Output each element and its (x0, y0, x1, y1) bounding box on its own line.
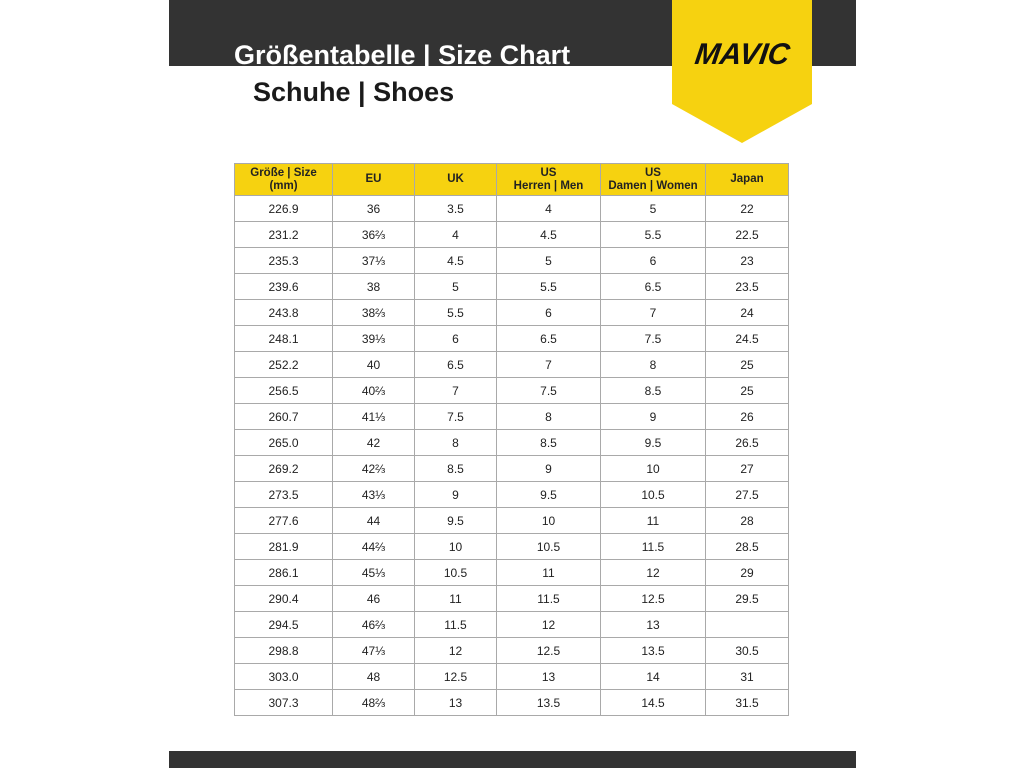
table-cell: 303.0 (235, 664, 333, 690)
table-cell: 48 (333, 664, 415, 690)
table-cell: 10.5 (601, 482, 706, 508)
table-cell: 45⅓ (333, 560, 415, 586)
column-header (497, 164, 601, 196)
table-cell: 13 (415, 690, 497, 716)
table-row (235, 586, 789, 612)
table-cell: 14 (601, 664, 706, 690)
size-table-body (235, 196, 789, 716)
table-cell: 5.5 (497, 274, 601, 300)
table-row (235, 248, 789, 274)
column-header (415, 164, 497, 196)
table-cell: 9 (497, 456, 601, 482)
table-cell: 260.7 (235, 404, 333, 430)
table-cell: 29 (706, 560, 789, 586)
table-cell: 235.3 (235, 248, 333, 274)
table-row (235, 196, 789, 222)
table-cell: 9.5 (601, 430, 706, 456)
column-header-label: US (645, 166, 661, 179)
table-cell: 9 (601, 404, 706, 430)
size-table (234, 163, 789, 716)
table-cell: 42⅔ (333, 456, 415, 482)
table-cell: 4 (415, 222, 497, 248)
table-cell: 13 (497, 664, 601, 690)
table-cell: 22 (706, 196, 789, 222)
table-cell (706, 612, 789, 638)
table-cell: 8 (415, 430, 497, 456)
table-cell: 46 (333, 586, 415, 612)
table-cell: 28.5 (706, 534, 789, 560)
table-cell: 47⅓ (333, 638, 415, 664)
table-cell: 11.5 (497, 586, 601, 612)
column-header-label: Damen | Women (608, 179, 698, 192)
column-header-label: Herren | Men (513, 179, 584, 192)
table-cell: 243.8 (235, 300, 333, 326)
column-header (601, 164, 706, 196)
table-cell: 6.5 (601, 274, 706, 300)
table-cell: 14.5 (601, 690, 706, 716)
table-cell: 25 (706, 378, 789, 404)
table-cell: 10 (415, 534, 497, 560)
table-row (235, 326, 789, 352)
table-cell: 12.5 (415, 664, 497, 690)
table-cell: 42 (333, 430, 415, 456)
table-cell: 27.5 (706, 482, 789, 508)
table-cell: 37⅓ (333, 248, 415, 274)
table-cell: 5 (497, 248, 601, 274)
table-cell: 248.1 (235, 326, 333, 352)
table-cell: 9.5 (415, 508, 497, 534)
table-row (235, 378, 789, 404)
table-cell: 8.5 (415, 456, 497, 482)
table-cell: 10 (497, 508, 601, 534)
column-header (235, 164, 333, 196)
table-cell: 6 (497, 300, 601, 326)
table-cell: 7 (415, 378, 497, 404)
table-cell: 5.5 (601, 222, 706, 248)
table-cell: 298.8 (235, 638, 333, 664)
table-cell: 12.5 (497, 638, 601, 664)
column-header-label: EU (365, 173, 382, 185)
table-cell: 24 (706, 300, 789, 326)
table-cell: 239.6 (235, 274, 333, 300)
table-cell: 11 (497, 560, 601, 586)
table-cell: 31.5 (706, 690, 789, 716)
table-cell: 10.5 (415, 560, 497, 586)
table-cell: 273.5 (235, 482, 333, 508)
table-cell: 28 (706, 508, 789, 534)
table-row (235, 482, 789, 508)
table-cell: 7.5 (415, 404, 497, 430)
table-cell: 290.4 (235, 586, 333, 612)
table-cell: 44 (333, 508, 415, 534)
size-chart-sheet (169, 0, 856, 768)
table-row (235, 690, 789, 716)
table-cell: 39⅓ (333, 326, 415, 352)
table-cell: 6.5 (497, 326, 601, 352)
table-cell: 6 (601, 248, 706, 274)
table-cell: 9 (415, 482, 497, 508)
table-row (235, 534, 789, 560)
table-row (235, 612, 789, 638)
size-table-head (235, 164, 789, 196)
column-header-label: Japan (730, 173, 764, 185)
table-cell: 5.5 (415, 300, 497, 326)
column-header-label: UK (447, 173, 464, 185)
column-header-label: (mm) (269, 179, 298, 192)
column-header-label: US (540, 166, 557, 179)
footer-band (169, 751, 856, 768)
table-cell: 4.5 (497, 222, 601, 248)
table-cell: 9.5 (497, 482, 601, 508)
table-row (235, 508, 789, 534)
table-cell: 281.9 (235, 534, 333, 560)
mavic-logo-badge (672, 0, 812, 143)
table-cell: 11 (415, 586, 497, 612)
table-cell: 231.2 (235, 222, 333, 248)
table-cell: 12 (415, 638, 497, 664)
table-cell: 256.5 (235, 378, 333, 404)
table-cell: 4.5 (415, 248, 497, 274)
table-cell: 48⅔ (333, 690, 415, 716)
table-cell: 12 (497, 612, 601, 638)
table-cell: 23 (706, 248, 789, 274)
column-header (706, 164, 789, 196)
table-cell: 8 (497, 404, 601, 430)
table-row (235, 638, 789, 664)
table-cell: 13.5 (601, 638, 706, 664)
table-cell: 10 (601, 456, 706, 482)
table-cell: 8.5 (497, 430, 601, 456)
header-row (235, 164, 789, 196)
table-cell: 23.5 (706, 274, 789, 300)
table-row (235, 430, 789, 456)
table-cell: 12.5 (601, 586, 706, 612)
table-cell: 11.5 (601, 534, 706, 560)
table-row (235, 300, 789, 326)
table-row (235, 274, 789, 300)
table-cell: 25 (706, 352, 789, 378)
page-title: Größentabelle | Size Chart (234, 40, 571, 70)
table-row (235, 222, 789, 248)
table-cell: 30.5 (706, 638, 789, 664)
table-cell: 11.5 (415, 612, 497, 638)
table-cell: 269.2 (235, 456, 333, 482)
mavic-logo (672, 0, 812, 143)
table-row (235, 352, 789, 378)
table-cell: 6 (415, 326, 497, 352)
table-cell: 38⅔ (333, 300, 415, 326)
table-cell: 5 (415, 274, 497, 300)
table-cell: 11 (601, 508, 706, 534)
table-cell: 10.5 (497, 534, 601, 560)
table-row (235, 404, 789, 430)
table-cell: 4 (497, 196, 601, 222)
table-cell: 265.0 (235, 430, 333, 456)
table-cell: 43⅓ (333, 482, 415, 508)
table-cell: 26.5 (706, 430, 789, 456)
table-cell: 8.5 (601, 378, 706, 404)
table-cell: 226.9 (235, 196, 333, 222)
table-cell: 12 (601, 560, 706, 586)
table-cell: 13 (601, 612, 706, 638)
table-cell: 40⅔ (333, 378, 415, 404)
table-cell: 26 (706, 404, 789, 430)
table-cell: 38 (333, 274, 415, 300)
table-row (235, 560, 789, 586)
table-cell: 36 (333, 196, 415, 222)
table-cell: 40 (333, 352, 415, 378)
table-cell: 13.5 (497, 690, 601, 716)
table-cell: 7 (601, 300, 706, 326)
table-cell: 5 (601, 196, 706, 222)
column-header-label: Größe | Size (250, 166, 317, 179)
table-row (235, 664, 789, 690)
table-row (235, 456, 789, 482)
table-cell: 7 (497, 352, 601, 378)
table-cell: 44⅔ (333, 534, 415, 560)
table-cell: 7.5 (497, 378, 601, 404)
table-cell: 6.5 (415, 352, 497, 378)
table-cell: 252.2 (235, 352, 333, 378)
table-cell: 27 (706, 456, 789, 482)
table-cell: 294.5 (235, 612, 333, 638)
table-cell: 24.5 (706, 326, 789, 352)
table-cell: 29.5 (706, 586, 789, 612)
table-cell: 3.5 (415, 196, 497, 222)
table-cell: 277.6 (235, 508, 333, 534)
table-cell: 36⅔ (333, 222, 415, 248)
table-cell: 7.5 (601, 326, 706, 352)
table-cell: 46⅔ (333, 612, 415, 638)
table-cell: 41⅓ (333, 404, 415, 430)
table-cell: 307.3 (235, 690, 333, 716)
table-cell: 286.1 (235, 560, 333, 586)
table-cell: 22.5 (706, 222, 789, 248)
table-cell: 8 (601, 352, 706, 378)
column-header (333, 164, 415, 196)
table-cell: 31 (706, 664, 789, 690)
mavic-logo-text: MAVIC (692, 38, 792, 71)
page-subtitle: Schuhe | Shoes (253, 77, 455, 107)
